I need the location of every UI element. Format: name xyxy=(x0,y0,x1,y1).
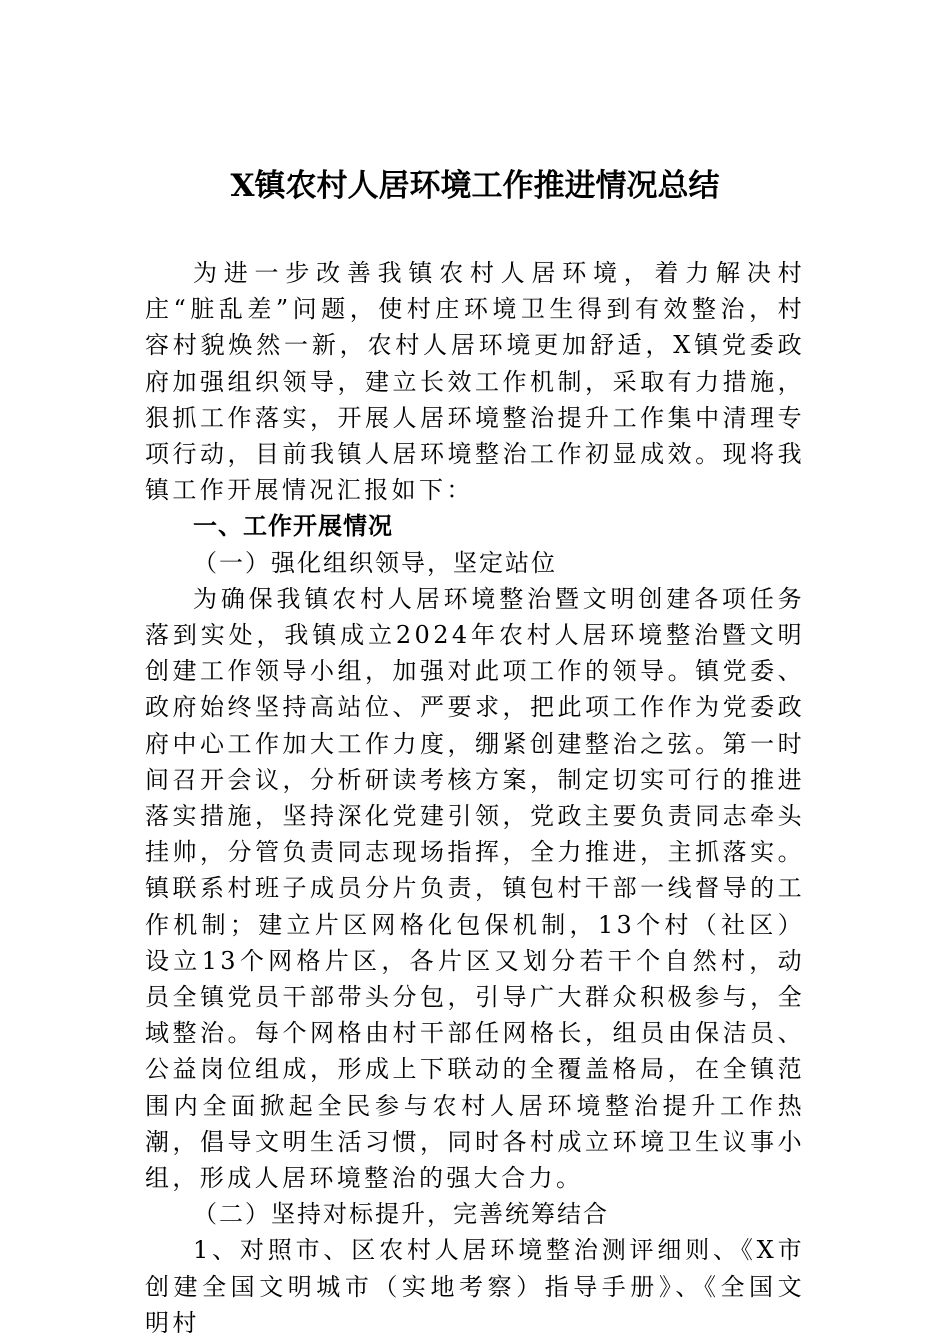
document-title: X镇农村人居环境工作推进情况总结 xyxy=(230,168,720,204)
section-heading-work-progress: 一、工作开展情况 xyxy=(193,512,393,541)
subsection-paragraph-benchmarking: 1、对照市、区农村人居环境整治测评细则、《X市创建全国文明城市（实地考察）指导手册》、《全国文明村 xyxy=(145,1236,805,1337)
subsection-heading-organization: （一）强化组织领导，坚定站位 xyxy=(193,548,557,577)
intro-paragraph: 为进一步改善我镇农村人居环境，着力解决村庄“脏乱差”问题，使村庄环境卫生得到有效整治，村容村貌焕然一新，农村人居环境更加舒适，X镇党委政府加强组织领导，建立长效工作机制，采取有力措施，狠抓工作落实，开展人居环境整治提升工作集中清理专项行动，目前我镇人居环境整治工作初显成效。现将我镇工作开展情况汇报如下： xyxy=(145,259,805,505)
subsection-heading-benchmarking: （二）坚持对标提升，完善统筹结合 xyxy=(193,1200,609,1229)
document-body xyxy=(145,255,805,1341)
subsection-paragraph-organization: 为确保我镇农村人居环境整治暨文明创建各项任务落到实处，我镇成立2024年农村人居环境整治暨文明创建工作领导小组，加强对此项工作的领导。镇党委、政府始终坚持高站位、严要求，把此项工作作为党委政府中心工作加大工作力度，绷紧创建整治之弦。第一时间召开会议，分析研读考核方案，制定切实可行的推进落实措施，坚持深化党建引领，党政主要负责同志牵头挂帅，分管负责同志现场指挥，全力推进，主抓落实。镇联系村班子成员分片负责，镇包村干部一线督导的工作机制；建立片区网格化包保机制，13个村（社区）设立13个网格片区，各片区又划分若干个自然村，动员全镇党员干部带头分包，引导广大群众积极参与，全域整治。每个网格由村干部任网格长，组员由保洁员、公益岗位组成，形成上下联动的全覆盖格局，在全镇范围内全面掀起全民参与农村人居环境整治提升工作热潮，倡导文明生活习惯，同时各村成立环境卫生议事小组，形成人居环境整治的强大合力。 xyxy=(145,584,805,1193)
